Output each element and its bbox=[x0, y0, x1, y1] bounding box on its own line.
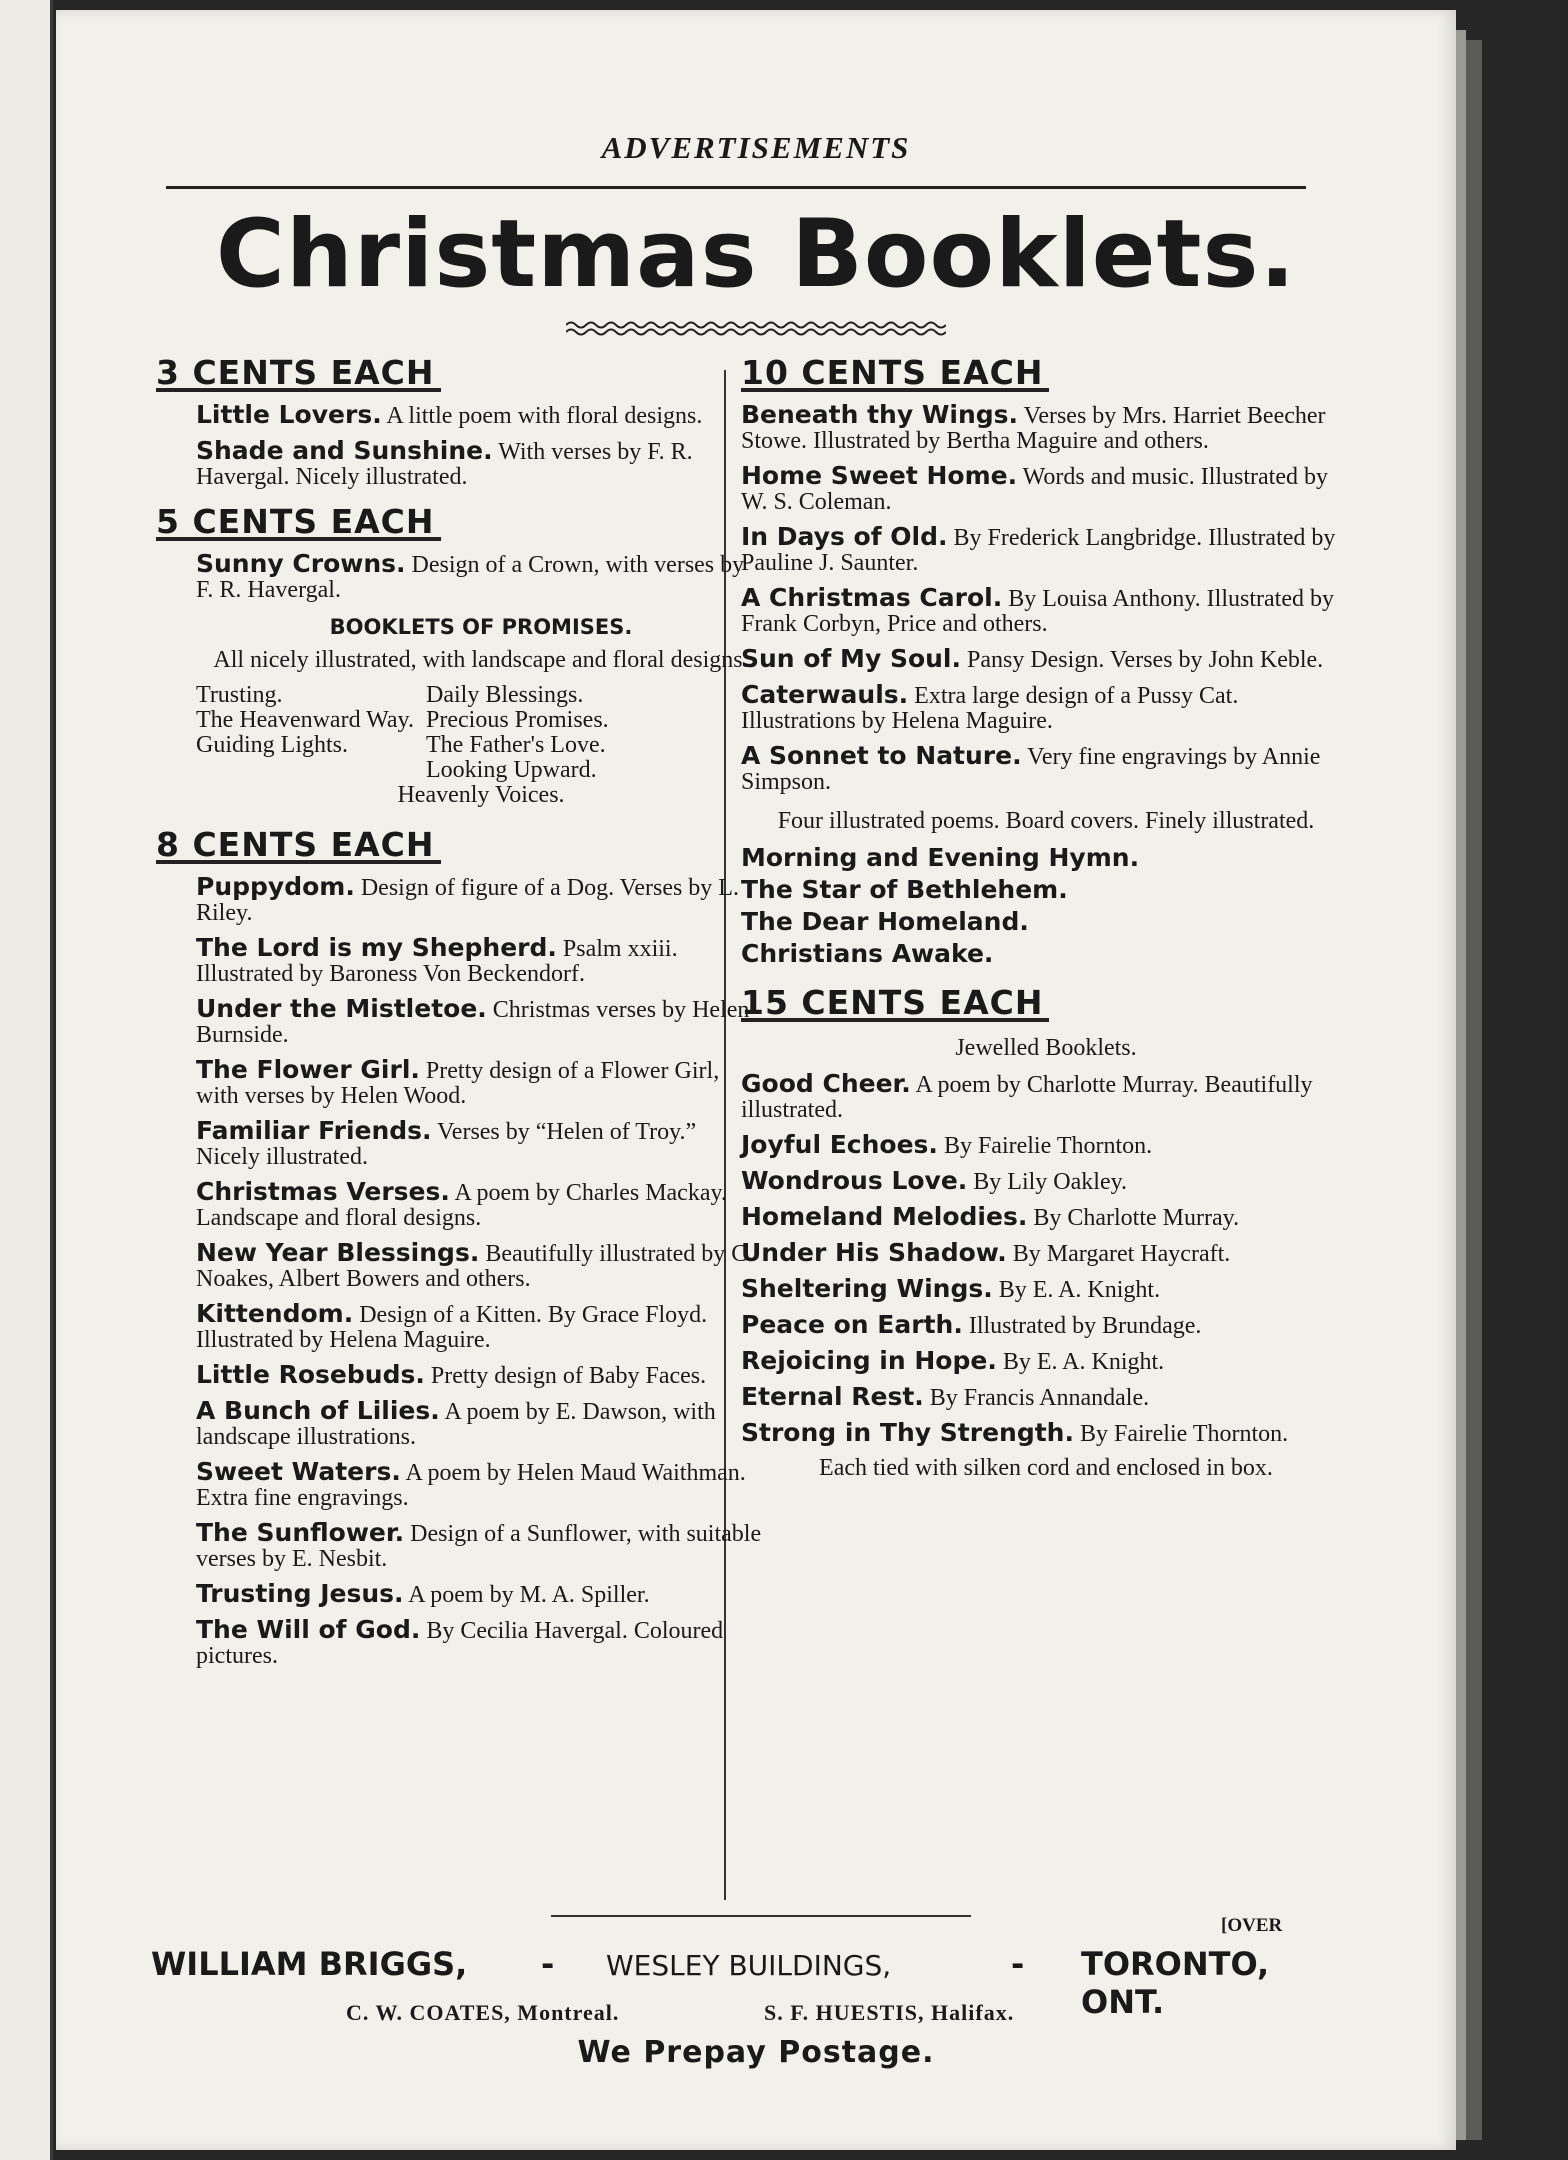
list-item bbox=[741, 1384, 1351, 1411]
section-heading-5-cents: 5 CENTS EACH bbox=[156, 509, 441, 541]
booklet-desc: Pansy Design. Verses by John Keble. bbox=[966, 647, 1324, 673]
agent-montreal: C. W. COATES, Montreal. bbox=[346, 2000, 620, 2025]
booklet-title: Under His Shadow. bbox=[741, 1238, 1007, 1267]
booklet-title: In Days of Old. bbox=[741, 522, 948, 551]
promise-item: The Heavenward Way. bbox=[196, 707, 414, 733]
booklet-title: The Lord is my Shepherd. bbox=[196, 933, 557, 962]
booklet-title: A Christmas Carol. bbox=[741, 583, 1003, 612]
poem-title: Morning and Evening Hymn. bbox=[741, 843, 1140, 872]
booklet-desc: By E. A. Knight. bbox=[1002, 1349, 1165, 1375]
section-heading-10-cents: 10 CENTS EACH bbox=[741, 360, 1049, 392]
booklet-desc: A poem by Charles Mackay. Landscape and floral designs. bbox=[196, 1180, 727, 1231]
list-item bbox=[196, 1362, 766, 1389]
ornamental-divider bbox=[566, 320, 946, 338]
promises-list bbox=[196, 683, 766, 783]
list-item bbox=[196, 1240, 766, 1292]
poem-title: The Dear Homeland. bbox=[741, 907, 1029, 936]
list-item bbox=[741, 1312, 1351, 1339]
list-item bbox=[741, 1276, 1351, 1303]
list-item bbox=[196, 1581, 766, 1608]
booklet-desc: A poem by Charlotte Murray. Beautifully illustrated. bbox=[741, 1072, 1313, 1123]
list-item bbox=[741, 646, 1351, 673]
booklet-desc: Extra large design of a Pussy Cat. Illustrations by Helena Maguire. bbox=[741, 683, 1239, 734]
list-item bbox=[741, 1420, 1351, 1447]
running-header: ADVERTISEMENTS bbox=[601, 130, 911, 165]
booklet-title: Wondrous Love. bbox=[741, 1166, 968, 1195]
booklet-desc: Beautifully illustrated by C. Noakes, Albert Bowers and others. bbox=[196, 1241, 754, 1292]
list-item bbox=[196, 935, 766, 987]
left-column bbox=[156, 350, 766, 1678]
section-heading-3-cents: 3 CENTS EACH bbox=[156, 360, 441, 392]
booklet-desc: By Lily Oakley. bbox=[973, 1169, 1128, 1195]
list-item bbox=[196, 438, 766, 490]
list-item bbox=[741, 743, 1351, 795]
list-item bbox=[741, 1132, 1351, 1159]
booklet-desc: Design of figure of a Dog. Verses by L. Riley. bbox=[196, 875, 739, 926]
booklet-title: Sheltering Wings. bbox=[741, 1274, 993, 1303]
booklet-desc: By Fairelie Thornton. bbox=[1079, 1421, 1289, 1447]
booklet-title: The Will of God. bbox=[196, 1615, 421, 1644]
agent-halifax: S. F. HUESTIS, Halifax. bbox=[764, 2000, 1015, 2025]
list-item bbox=[741, 1204, 1351, 1231]
booklet-title: Sunny Crowns. bbox=[196, 549, 406, 578]
page-edge bbox=[1456, 30, 1466, 2140]
booklet-desc: With verses by F. R. Havergal. Nicely illustrated. bbox=[196, 439, 693, 490]
booklet-desc: Design of a Sunflower, with suitable verses by E. Nesbit. bbox=[196, 1521, 762, 1572]
list-item bbox=[741, 1168, 1351, 1195]
promise-item: Daily Blessings. bbox=[426, 682, 584, 708]
list-item bbox=[196, 402, 766, 429]
section-heading-8-cents: 8 CENTS EACH bbox=[156, 832, 441, 864]
booklet-title: New Year Blessings. bbox=[196, 1238, 480, 1267]
booklet-desc: By Cecilia Havergal. Coloured pictures. bbox=[196, 1618, 724, 1669]
list-item bbox=[196, 1301, 766, 1353]
booklet-desc: Illustrated by Brundage. bbox=[968, 1313, 1202, 1339]
list-item bbox=[741, 524, 1351, 576]
booklet-title: The Flower Girl. bbox=[196, 1055, 420, 1084]
book-spine-edge bbox=[1466, 40, 1482, 2140]
list-item bbox=[741, 463, 1351, 515]
list-item bbox=[741, 402, 1351, 454]
booklet-desc: A poem by E. Dawson, with landscape illustrations. bbox=[196, 1399, 716, 1450]
booklet-desc: By Frederick Langbridge. Illustrated by Pauline J. Saunter. bbox=[741, 525, 1336, 576]
booklet-title: Little Rosebuds. bbox=[196, 1360, 425, 1389]
left-page-edge bbox=[0, 0, 53, 2160]
booklet-title: Shade and Sunshine. bbox=[196, 436, 493, 465]
right-column bbox=[741, 350, 1351, 1481]
list-item bbox=[741, 1348, 1351, 1375]
booklet-title: Sweet Waters. bbox=[196, 1457, 401, 1486]
list-item bbox=[196, 1520, 766, 1572]
booklet-title: Rejoicing in Hope. bbox=[741, 1346, 997, 1375]
list-item bbox=[196, 1118, 766, 1170]
booklet-desc: Psalm xxiii. Illustrated by Baroness Von Beckendorf. bbox=[196, 936, 678, 987]
booklet-title: Little Lovers. bbox=[196, 400, 382, 429]
booklet-title: Beneath thy Wings. bbox=[741, 400, 1019, 429]
booklet-title: Sun of My Soul. bbox=[741, 644, 961, 673]
promise-item bbox=[196, 758, 426, 783]
promise-item: The Father's Love. bbox=[426, 732, 606, 758]
poem-title: Christians Awake. bbox=[741, 939, 994, 968]
advertisement-page bbox=[56, 10, 1456, 2150]
booklet-desc: Verses by Mrs. Harriet Beecher Stowe. Illustrated by Bertha Maguire and others. bbox=[741, 403, 1326, 454]
boxing-note: Each tied with silken cord and enclosed in box. bbox=[819, 1455, 1273, 1481]
list-item bbox=[741, 585, 1351, 637]
publisher-city: TORONTO, ONT. bbox=[1081, 1945, 1270, 2021]
section-heading-15-cents: 15 CENTS EACH bbox=[741, 990, 1049, 1022]
booklet-title: Homeland Melodies. bbox=[741, 1202, 1028, 1231]
booklet-desc: Pretty design of a Flower Girl, with verses by Helen Wood. bbox=[196, 1058, 720, 1109]
footer-rule bbox=[551, 1915, 971, 1917]
booklet-desc: By Fairelie Thornton. bbox=[943, 1133, 1153, 1159]
booklet-title: A Bunch of Lilies. bbox=[196, 1396, 440, 1425]
list-item bbox=[196, 1057, 766, 1109]
list-item bbox=[196, 1179, 766, 1231]
booklet-desc: Design of a Crown, with verses by F. R. Havergal. bbox=[196, 552, 745, 603]
booklet-title: Christmas Verses. bbox=[196, 1177, 450, 1206]
promise-item: Guiding Lights. bbox=[196, 732, 349, 758]
promises-note: All nicely illustrated, with landscape and floral designs. bbox=[213, 647, 749, 673]
booklet-title: Eternal Rest. bbox=[741, 1382, 924, 1411]
booklet-title: Trusting Jesus. bbox=[196, 1579, 404, 1608]
booklet-title: Peace on Earth. bbox=[741, 1310, 963, 1339]
postage-note: We Prepay Postage. bbox=[577, 2035, 935, 2070]
booklet-title: Caterwauls. bbox=[741, 680, 909, 709]
list-item bbox=[196, 874, 766, 926]
booklet-desc: A poem by M. A. Spiller. bbox=[408, 1582, 650, 1608]
separator-dash: - bbox=[1011, 1945, 1025, 1983]
booklet-desc: Pretty design of Baby Faces. bbox=[430, 1363, 707, 1389]
booklet-desc: A poem by Helen Maud Waithman. Extra fine engravings. bbox=[196, 1460, 746, 1511]
booklet-desc: A little poem with floral designs. bbox=[386, 403, 703, 429]
booklet-desc: By E. A. Knight. bbox=[998, 1277, 1161, 1303]
booklet-title: The Sunflower. bbox=[196, 1518, 405, 1547]
jewelled-subheading: Jewelled Booklets. bbox=[955, 1035, 1137, 1061]
header-rule bbox=[166, 186, 1306, 189]
promise-item: Heavenly Voices. bbox=[397, 782, 565, 808]
list-item bbox=[196, 1398, 766, 1450]
separator-dash: - bbox=[541, 1945, 555, 1983]
publisher-address: WESLEY BUILDINGS, bbox=[606, 1949, 892, 1982]
poems-list bbox=[741, 842, 1351, 970]
publisher-name: WILLIAM BRIGGS, bbox=[151, 1945, 468, 1983]
poem-title: The Star of Bethlehem. bbox=[741, 875, 1068, 904]
list-item bbox=[741, 1240, 1351, 1267]
booklet-desc: Words and music. Illustrated by W. S. Coleman. bbox=[741, 464, 1328, 515]
booklet-desc: Verses by “Helen of Troy.” Nicely illustrated. bbox=[196, 1119, 697, 1170]
booklet-title: A Sonnet to Nature. bbox=[741, 741, 1022, 770]
list-item bbox=[741, 1071, 1351, 1123]
booklet-desc: By Charlotte Murray. bbox=[1033, 1205, 1240, 1231]
list-item bbox=[196, 996, 766, 1048]
booklet-title: Joyful Echoes. bbox=[741, 1130, 938, 1159]
booklet-title: Kittendom. bbox=[196, 1299, 354, 1328]
page-title: Christmas Booklets. bbox=[215, 200, 1297, 309]
booklet-desc: By Francis Annandale. bbox=[929, 1385, 1150, 1411]
booklet-title: Strong in Thy Strength. bbox=[741, 1418, 1074, 1447]
list-item bbox=[196, 1459, 766, 1511]
booklet-title: Good Cheer. bbox=[741, 1069, 911, 1098]
promise-item: Looking Upward. bbox=[426, 757, 597, 783]
list-item bbox=[196, 551, 766, 603]
booklet-desc: Christmas verses by Helen Burnside. bbox=[196, 997, 750, 1048]
poems-note: Four illustrated poems. Board covers. Finely illustrated. bbox=[777, 808, 1315, 834]
booklet-desc: By Margaret Haycraft. bbox=[1012, 1241, 1231, 1267]
list-item bbox=[196, 1617, 766, 1669]
booklet-title: Home Sweet Home. bbox=[741, 461, 1018, 490]
list-item bbox=[741, 682, 1351, 734]
booklet-desc: Design of a Kitten. By Grace Floyd. Illustrated by Helena Maguire. bbox=[196, 1302, 708, 1353]
promise-item: Precious Promises. bbox=[426, 707, 609, 733]
promise-item: Trusting. bbox=[196, 682, 283, 708]
booklet-title: Puppydom. bbox=[196, 872, 355, 901]
booklet-title: Familiar Friends. bbox=[196, 1116, 432, 1145]
over-marker: [OVER bbox=[1221, 1915, 1283, 1936]
booklet-desc: Very fine engravings by Annie Simpson. bbox=[741, 744, 1321, 795]
promises-heading: BOOKLETS OF PROMISES. bbox=[329, 615, 633, 639]
booklet-title: Under the Mistletoe. bbox=[196, 994, 487, 1023]
booklet-desc: By Louisa Anthony. Illustrated by Frank Corbyn, Price and others. bbox=[741, 586, 1334, 637]
